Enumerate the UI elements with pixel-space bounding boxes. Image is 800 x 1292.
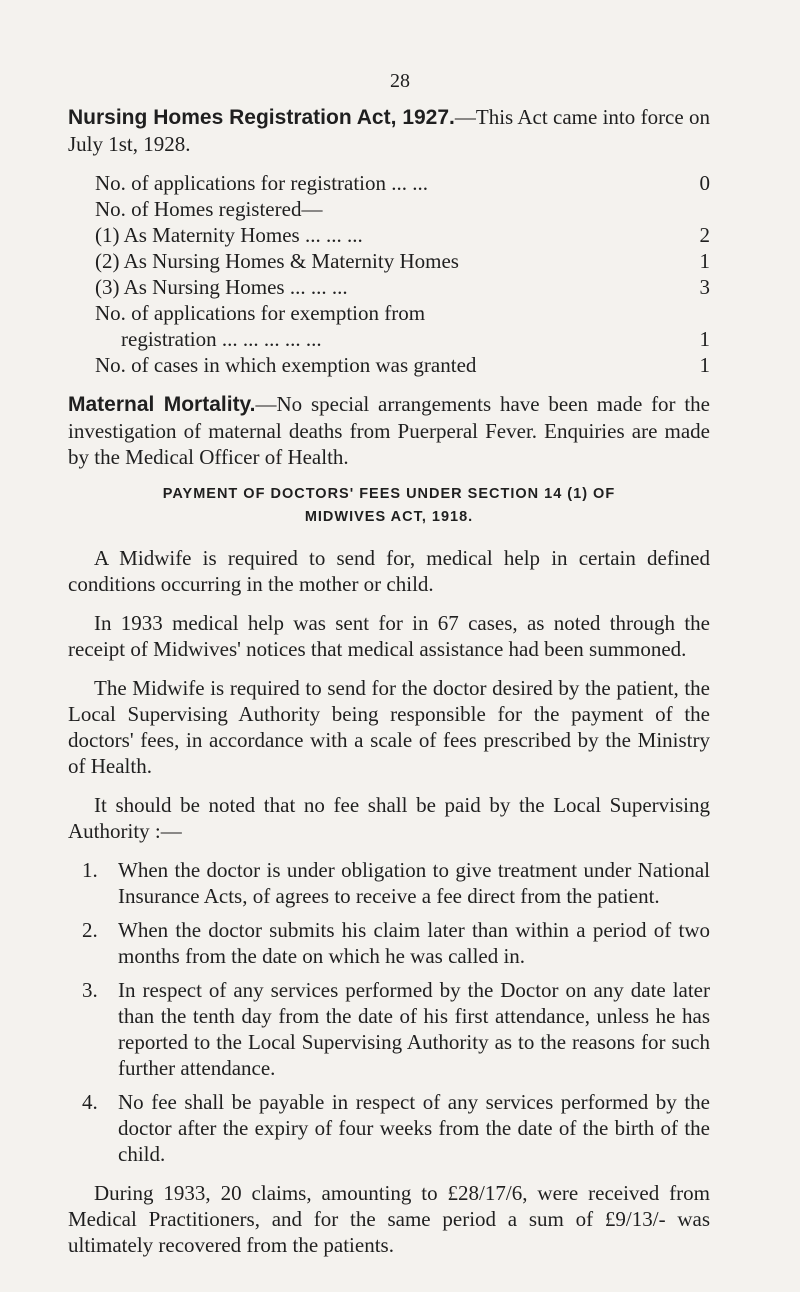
list-item: 2. When the doctor submits his claim later than within a period of two months from the date on which he was called in. bbox=[82, 918, 710, 968]
paragraph: The Midwife is required to send for the doctor desired by the patient, the Local Supervising Authority being responsible for the payment of the doctors' fees, in accordance with a scale of fees prescribed by the Ministry of Health. bbox=[68, 676, 710, 778]
paragraph: During 1933, 20 claims, amounting to £28/17/6, were received from Medical Practitioners, and for the same period a sum of £9/13/- was ultimately recovered from the patients. bbox=[68, 1181, 710, 1257]
section-heading: PAYMENT OF DOCTORS' FEES UNDER SECTION 14 (1) OF MIDWIVES ACT, 1918. bbox=[162, 486, 616, 525]
stat-row: (1) As Maternity Homes ... ... ... 2 bbox=[95, 223, 710, 247]
list-item: 1. When the doctor is under obligation to give treatment under National Insurance Acts, of agrees to receive a fee direct from the patient. bbox=[82, 858, 710, 908]
paragraph: In 1933 medical help was sent for in 67 cases, as noted through the receipt of Midwives' notices that medical assistance had been summoned. bbox=[68, 611, 710, 661]
nursing-homes-heading: Nursing Homes Registration Act, 1927. bbox=[68, 106, 455, 129]
stat-row: (2) As Nursing Homes & Maternity Homes 1 bbox=[95, 249, 710, 273]
page-number: 28 bbox=[390, 70, 410, 92]
page-content bbox=[68, 104, 710, 1271]
paragraph: A Midwife is required to send for, medical help in certain defined conditions occurring in the mother or child. bbox=[68, 546, 710, 596]
stat-row: No. of applications for registration ... ... 0 bbox=[95, 171, 710, 195]
stat-row: (3) As Nursing Homes ... ... ... 3 bbox=[95, 275, 710, 299]
conditions-list bbox=[68, 857, 710, 1167]
stat-row: No. of Homes registered— bbox=[95, 197, 323, 221]
paragraph: It should be noted that no fee shall be paid by the Local Supervising Authority :— bbox=[68, 793, 710, 843]
maternal-mortality-text: —No special arrangements have been made for the investigation of maternal deaths from Puerperal Fever. Enquiries are made by the Medical Officer of Health. bbox=[68, 392, 710, 469]
nursing-homes-intro: —This Act came into force on July 1st, 1928. bbox=[68, 105, 711, 156]
stat-row: registration ... ... ... ... ... 1 bbox=[121, 327, 710, 351]
registration-stats bbox=[95, 170, 710, 378]
maternal-mortality-heading: Maternal Mortality. bbox=[68, 393, 256, 416]
list-item: 3. In respect of any services performed by the Doctor on any date later than the tenth day from the date of his first attendance, unless he has reported to the Local Supervising Authority as to the reasons for such further attendance. bbox=[82, 978, 710, 1080]
list-item: 4. No fee shall be payable in respect of any services performed by the doctor after the expiry of four weeks from the date of the birth of the child. bbox=[82, 1090, 710, 1166]
maternal-mortality-paragraph bbox=[68, 391, 710, 470]
stat-row: No. of applications for exemption from bbox=[95, 301, 426, 325]
nursing-homes-paragraph bbox=[68, 104, 710, 157]
stat-row: No. of cases in which exemption was granted 1 bbox=[95, 353, 710, 377]
